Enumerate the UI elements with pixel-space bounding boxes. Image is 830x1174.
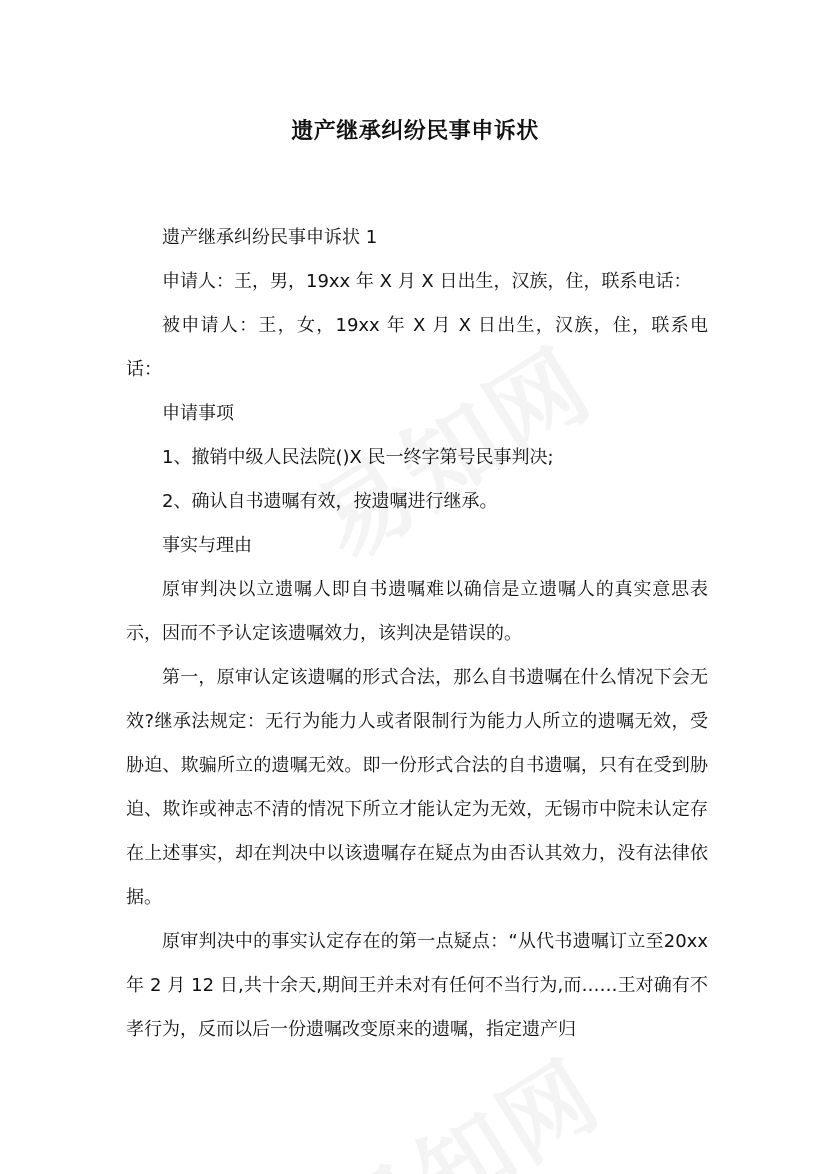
document-body [126,216,708,1052]
paragraph-first-point: 第一，原审认定该遗嘱的形式合法，那么自书遗嘱在什么情况下会无效?继承法规定：无行为能力人或者限制行为能力人所立的遗嘱无效，受胁迫、欺骗所立的遗嘱无效。即一份形式合法的自书遗嘱，只有在受到胁迫、欺诈或神志不清的情况下所立才能认定为无效，无锡市中院未认定存在上述事实，却在判决中以该遗嘱存在疑点为由否认其效力，没有法律依据。 [126,667,708,908]
request-item-2: 2、确认自书遗嘱有效，按遗嘱进行继承。 [162,491,498,512]
section-heading-facts: 事实与理由 [162,535,252,556]
paragraph-subtitle: 遗产继承纠纷民事申诉状 1 [162,227,378,248]
paragraph-applicant: 申请人：王，男，19xx 年 X 月 X 日出生，汉族，住，联系电话： [162,271,692,292]
paragraph-first-doubt: 原审判决中的事实认定存在的第一点疑点：“从代书遗嘱订立至20xx 年 2 月 12 日,共十余天,期间王并未对有任何不当行为,而……王对确有不孝行为，反而以后一份遗嘱改变原来的遗嘱，指定遗产归 [126,931,708,1040]
paragraph-reason-intro: 原审判决以立遗嘱人即自书遗嘱难以确信是立遗嘱人的真实意思表示，因而不予认定该遗嘱效力，该判决是错误的。 [126,579,708,644]
request-item-1: 1、撤销中级人民法院()X 民一终字第号民事判决; [162,447,554,468]
section-heading-requests: 申请事项 [162,403,234,424]
document-title: 遗产继承纠纷民事申诉状 [291,119,539,144]
paragraph-respondent: 被申请人：王，女，19xx 年 X 月 X 日出生，汉族，住，联系电话： [126,315,708,380]
